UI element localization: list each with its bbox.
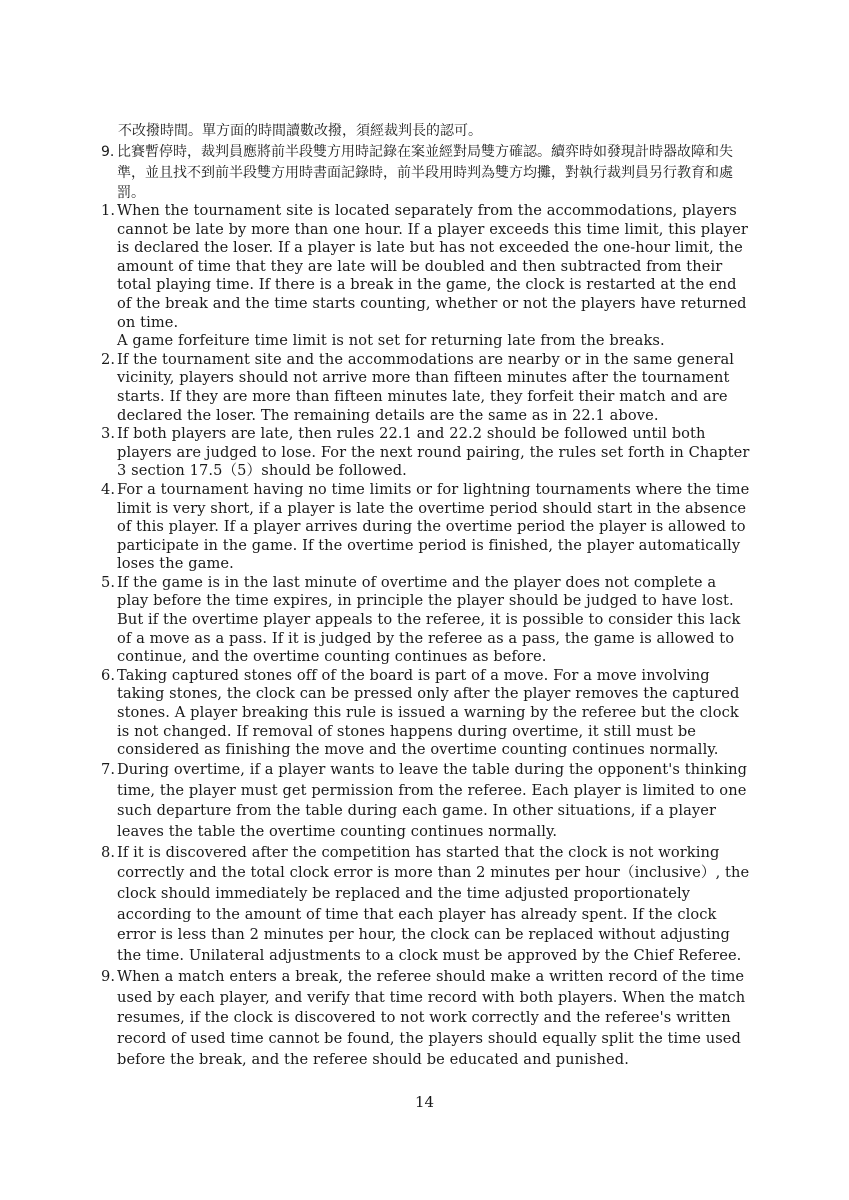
- english-rule-number: 9.: [101, 967, 116, 985]
- english-rules-list: [101, 202, 751, 1070]
- chinese-rule-9: [101, 142, 751, 204]
- english-rule-number: 1.: [101, 202, 116, 219]
- english-rule-item: [101, 967, 751, 1071]
- english-rule-number: 5.: [101, 573, 116, 591]
- english-rule-paragraph: When the tournament site is located separately from the accommodations, players cannot be late by more than one hour. If a player exceeds this time limit, this player is declared the loser. If a player is late but has not exceeded the one-hour limit, the amount of time that they are late will be doubled and then subtracted from their total playing time. If there is a break in the game, the clock is restarted at the end of the break and the time starts counting, whether or not the players have returned on time.: [117, 202, 748, 331]
- english-rule-paragraph: If both players are late, then rules 22.1 and 22.2 should be followed until both players are judged to lose. For the next round pairing, the rules set forth in Chapter 3 section 17.5（5）should be followed.: [117, 425, 750, 480]
- english-rule-number: 4.: [101, 480, 116, 498]
- english-rule-paragraph: For a tournament having no time limits or for lightning tournaments where the time limit is very short, if a player is late the overtime period should start in the absence of this player. If a player arrives during the overtime period the player is allowed to participate in the game. If the overtime period is finished, the player automatically loses the game.: [117, 480, 750, 573]
- english-rule-paragraph: If the tournament site and the accommodations are nearby or in the same general vicinity, players should not arrive more than fifteen minutes after the tournament starts. If they are more than fifteen minutes late, they forfeit their match and are declared the loser. The remaining details are the same as in 22.1 above.: [117, 350, 735, 424]
- english-rule-item: [101, 843, 751, 967]
- english-rule-paragraph: If the game is in the last minute of overtime and the player does not complete a play before the time expires, in principle the player should be judged to have lost. But if the overtime player appeals to the referee, it is possible to consider this lack of a move as a pass. If it is judged by the referee as a pass, the game is allowed to continue, and the overtime counting continues as before.: [117, 573, 741, 666]
- english-rule-item: [101, 351, 751, 425]
- english-rule-item: [101, 202, 751, 351]
- english-rule-paragraph: During overtime, if a player wants to leave the table during the opponent's thinking time, the player must get permission from the referee. Each player is limited to one such departure from the table during each game. In other situations, if a player leaves the table the overtime counting continues normally.: [117, 760, 748, 840]
- chinese-rule-9-text: 比賽暫停時，裁判員應將前半段雙方用時記錄在案並經對局雙方確認。續弈時如發現計時器故障和失準，並且找不到前半段雙方用時書面記錄時，前半段用時判為雙方均攤，對執行裁判員另行教育和處罰。: [117, 144, 733, 201]
- english-rule-number: 8.: [101, 843, 116, 861]
- english-rule-paragraph: A game forfeiture time limit is not set for returning late from the breaks.: [117, 332, 665, 350]
- chinese-continuation-text: 不改撥時間。單方面的時間讀數改撥，須經裁判長的認可。: [118, 123, 482, 139]
- english-rule-item: [101, 425, 751, 481]
- english-rule-number: 2.: [101, 350, 116, 368]
- english-rule-item: [101, 574, 751, 667]
- english-rule-number: 7.: [101, 760, 116, 778]
- english-rule-item: [101, 481, 751, 574]
- english-rule-item: [101, 667, 751, 760]
- english-rule-paragraph: If it is discovered after the competition has started that the clock is not working correctly and the total clock error is more than 2 minutes per hour（inclusive）, the clock should immediately be replaced and the time adjusted proportionately according to the amount of time that each player has already spent. If the clock error is less than 2 minutes per hour, the clock can be replaced without adjusting the time. Unilateral adjustments to a clock must be approved by the Chief Referee.: [117, 843, 750, 965]
- english-rule-item: [101, 760, 751, 843]
- english-rule-number: 6.: [101, 666, 116, 684]
- page-number: 14: [414, 1093, 435, 1111]
- chinese-rule-9-number: 9.: [101, 144, 115, 160]
- english-rule-paragraph: When a match enters a break, the referee should make a written record of the time used by each player, and verify that time record with both players. When the match resumes, if the clock is discovered to not work correctly and the referee's written record of used time cannot be found, the players should equally split the time used before the break, and the referee should be educated and punished.: [117, 967, 746, 1068]
- english-rule-number: 3.: [101, 425, 116, 443]
- english-rule-paragraph: Taking captured stones off of the board is part of a move. For a move involving taking stones, the clock can be pressed only after the player removes the captured stones. A player breaking this rule is issued a warning by the referee but the clock is not changed. If removal of stones happens during overtime, it still must be considered as finishing the move and the overtime counting continues normally.: [117, 666, 740, 759]
